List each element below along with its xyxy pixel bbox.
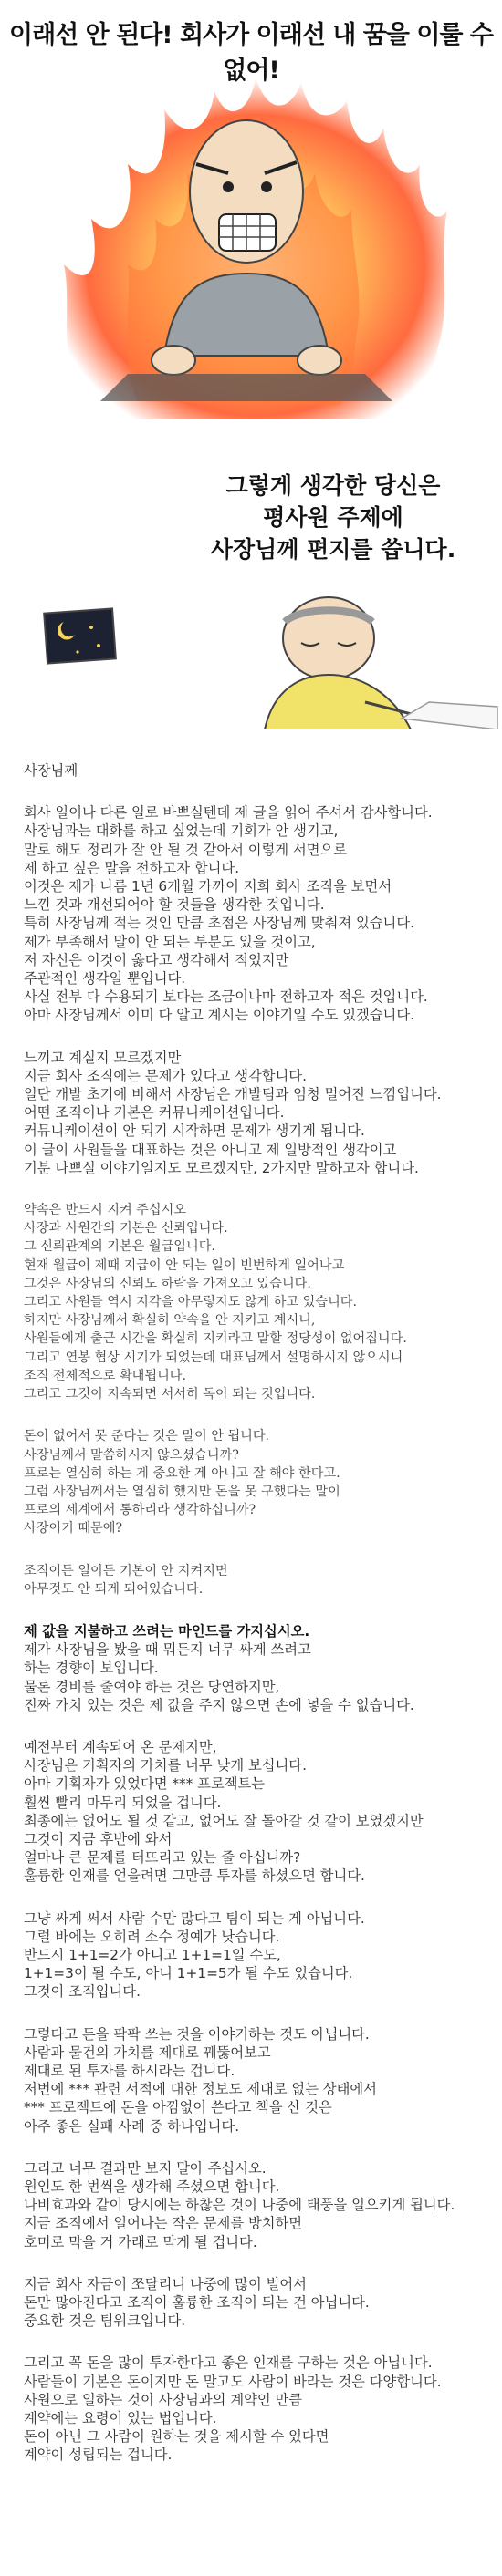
headline-text: 이래선 안 된다! 회사가 이래선 내 꿈을 이룰 수 없어! [9, 21, 493, 85]
letter-line: 아마 사장님께서 이미 다 알고 계시는 이야기일 수도 있겠습니다. [24, 1007, 414, 1024]
letter-line: 진짜 가치 있는 것은 제 값을 주지 않으면 손에 넣을 수 없습니다. [24, 1696, 414, 1713]
angry-man-illustration [0, 55, 502, 438]
letter-line: 중요한 것은 팀워크입니다. [24, 2312, 186, 2330]
letter-line: 사실 전부 다 수용되기 보다는 조금이나마 전하고자 적은 것입니다. [24, 988, 428, 1006]
caption-line: 평사원 주제에 [263, 504, 403, 531]
letter-line: 느끼고 계실지 모르겠지만 [24, 1049, 182, 1066]
letter-line: 사원들에게 출근 시간을 확실히 지키라고 말할 정당성이 없어집니다. [24, 1331, 407, 1347]
letter-paragraphs [24, 803, 498, 2464]
letter-paragraph [24, 1049, 498, 1177]
letter-line: 사장이기 때문에? [24, 1521, 123, 1536]
letter-line: 그것은 사장님의 신뢰도 하락을 가져오고 있습니다. [24, 1276, 311, 1291]
letter-line: 사장님과는 대화를 하고 싶었는데 기회가 안 생기고, [24, 822, 339, 840]
caption-line: 그렇게 생각한 당신은 [225, 472, 441, 499]
letter-line: 돈이 아닌 그 사람이 원하는 것을 제시할 수 있다면 [24, 2428, 329, 2446]
letter-paragraph [24, 1562, 498, 1598]
letter-paragraph [24, 2025, 498, 2136]
letter-line: 저 자신은 이것이 옳다고 생각해서 적었지만 [24, 951, 289, 968]
night-window [44, 608, 116, 663]
letter-line: 훨씬 빨리 마무리 되었을 겁니다. [24, 1794, 222, 1811]
letter-line: 현재 월급이 제때 지급이 안 되는 일이 빈번하게 일어나고 [24, 1257, 345, 1273]
letter-line: 제대로 된 투자를 하시라는 겁니다. [24, 2062, 235, 2079]
letter-paragraph [24, 803, 498, 1024]
letter-line: 프로는 열심히 하는 게 중요한 게 아니고 잘 해야 한다고. [24, 1465, 340, 1481]
letter-body [24, 761, 498, 2488]
letter-paragraph [24, 1427, 498, 1537]
letter-line: 그럴 바에는 오히려 소수 정예가 낫습니다. [24, 1928, 280, 1945]
letter-greeting-block [24, 761, 498, 780]
letter-line: 아무것도 안 되게 되어있습니다. [24, 1581, 204, 1597]
letter-line: 그냥 싸게 써서 사람 수만 많다고 팀이 되는 게 아닙니다. [24, 1909, 365, 1927]
letter-line: 특히 사장님께 적는 것인 만큼 초점은 사장님께 맞춰져 있습니다. [24, 915, 414, 932]
man-writing-figure [265, 597, 497, 729]
letter-line: 지금 회사 자금이 쪼달리니 나중에 많이 벌어서 [24, 2275, 307, 2292]
letter-line: 최종에는 없어도 될 것 같고, 없어도 잘 돌아갈 것 같이 보였겠지만 [24, 1812, 424, 1829]
letter-paragraph [24, 2159, 498, 2251]
letter-line: 제 하고 싶은 말을 전하고자 합니다. [24, 859, 240, 876]
letter-line: 그렇다고 돈을 팍팍 쓰는 것을 이야기하는 것도 아닙니다. [24, 2025, 370, 2043]
letter-line: 제가 사장님을 봤을 때 뭐든지 너무 싸게 쓰려고 [24, 1641, 311, 1659]
letter-line: 사장과 사원간의 기본은 신뢰입니다. [24, 1221, 228, 1236]
letter-line: 이 글이 사원들을 대표하는 것은 아니고 제 일방적인 생각이고 [24, 1141, 397, 1158]
letter-line: *** 프로젝트에 돈을 아낌없이 쓴다고 책을 산 것은 [24, 2099, 332, 2116]
letter-line: 그것이 지금 후반에 와서 [24, 1830, 173, 1847]
letter-line: 그리고 그것이 지속되면 서서히 독이 되는 것입니다. [24, 1387, 316, 1402]
caption-line: 사장님께 편지를 씁니다. [210, 536, 456, 563]
letter-line: 어떤 조직이나 기본은 커뮤니케이션입니다. [24, 1104, 285, 1122]
letter-line: 계약이 성립되는 겁니다. [24, 2447, 173, 2464]
letter-line: 물론 경비를 줄여야 하는 것은 당연하지만, [24, 1678, 280, 1695]
letter-line: 돈만 많아진다고 조직이 훌륭한 조직이 되는 건 아닙니다. [24, 2294, 370, 2312]
letter-line: 아주 좋은 실패 사례 중 하나입니다. [24, 2117, 240, 2135]
letter-line: 일단 개발 초기에 비해서 사장님은 개발팀과 엄청 멀어진 느낌입니다. [24, 1086, 442, 1103]
letter-line: 커뮤니케이션이 안 되기 시작하면 문제가 생기게 됩니다. [24, 1122, 365, 1140]
letter-line: 원인도 한 번씩을 생각해 주셨으면 합니다. [24, 2178, 280, 2195]
letter-line: 저번에 *** 관련 서적에 대한 정보도 제대로 없는 상태에서 [24, 2081, 377, 2098]
letter-line: 얼마나 큰 문제를 터뜨리고 있는 줄 아십니까? [24, 1849, 301, 1867]
letter-line: 사원으로 일하는 것이 사장님과의 계약인 만큼 [24, 2391, 303, 2408]
letter-line: 회사 일이나 다른 일로 바쁘실텐데 제 글을 읽어 주셔서 감사합니다. [24, 804, 433, 822]
letter-line: 사람들이 기본은 돈이지만 돈 말고도 사람이 바라는 것은 다양합니다. [24, 2373, 442, 2390]
letter-line: 조직이든 일이든 기본이 안 지켜지면 [24, 1563, 228, 1578]
letter-greeting: 사장님께 [24, 762, 78, 779]
letter-line: 주관적인 생각일 뿐입니다. [24, 970, 186, 988]
letter-line: 이것은 제가 나름 1년 6개월 가까이 저희 회사 조직을 보면서 [24, 878, 392, 895]
letter-line: 그리고 너무 결과만 보지 말아 주십시오. [24, 2159, 267, 2177]
letter-line: 사장님께서 말씀하시지 않으셨습니까? [24, 1447, 239, 1463]
letter-paragraph [24, 2354, 498, 2464]
letter-line: 그리고 사원들 역시 지각을 아무렇지도 않게 하고 있습니다. [24, 1295, 358, 1310]
letter-line: 그리고 연봉 협상 시기가 되었는데 대표님께서 설명하시지 않으시니 [24, 1350, 403, 1365]
letter-line: 호미로 막을 거 가래로 막게 될 겁니다. [24, 2233, 257, 2250]
letter-line: 1+1=3이 될 수도, 아니 1+1=5가 될 수도 있습니다. [24, 1965, 353, 1982]
letter-line: 제가 부족해서 말이 안 되는 부분도 있을 것이고, [24, 933, 316, 950]
letter-line: 기분 나쁘실 이야기일지도 모르겠지만, 2가지만 말하고자 합니다. [24, 1159, 419, 1176]
narration-caption [173, 470, 493, 565]
letter-line: 하지만 사장님께서 확실히 약속을 안 지키고 계시니, [24, 1313, 316, 1329]
letter-line: 그것이 조직입니다. [24, 1983, 141, 2001]
letter-line: 훌륭한 인재를 얻을려면 그만큼 투자를 하셨으면 합니다. [24, 1867, 365, 1885]
letter-line: 사람과 물건의 가치를 제대로 꿰뚫어보고 [24, 2043, 271, 2061]
letter-paragraph [24, 1909, 498, 2002]
letter-line: 돈이 없어서 못 준다는 것은 말이 안 됩니다. [24, 1429, 270, 1444]
letter-line: 그 신뢰관계의 기본은 월급입니다. [24, 1239, 215, 1255]
letter-line: 그리고 꼭 돈을 많이 투자한다고 좋은 인재를 구하는 것은 아닙니다. [24, 2354, 433, 2372]
letter-line: 그럼 사장님께서는 열심히 했지만 돈을 못 구했다는 말이 [24, 1484, 340, 1499]
letter-paragraph [24, 1738, 498, 1886]
letter-line: 예전부터 계속되어 온 문제지만, [24, 1738, 217, 1755]
letter-line: 사장님은 기획자의 가치를 너무 낮게 보십니다. [24, 1757, 307, 1774]
letter-paragraph [24, 1622, 498, 1714]
letter-line: 하는 경향이 보입니다. [24, 1660, 159, 1677]
letter-line: 지금 조직에서 일어나는 작은 문제를 방치하면 [24, 2215, 303, 2232]
letter-line: 반드시 1+1=2가 아니고 1+1=1일 수도, [24, 1946, 281, 1963]
letter-line: 말로 해도 정리가 잘 안 될 것 같아서 이렇게 서면으로 [24, 841, 348, 858]
letter-line: 제 값을 지불하고 쓰려는 마인드를 가지십시오. [24, 1622, 310, 1640]
letter-paragraph [24, 1201, 498, 1403]
letter-paragraph [24, 2275, 498, 2331]
letter-line: 나비효과와 같이 당시에는 하찮은 것이 나중에 태풍을 일으키게 됩니다. [24, 2197, 455, 2214]
letter-line: 아마 기획자가 있었다면 *** 프로젝트는 [24, 1775, 266, 1793]
letter-line: 프로의 세계에서 통하리라 생각하십니까? [24, 1503, 256, 1518]
letter-line: 지금 회사 조직에는 문제가 있다고 생각합니다. [24, 1067, 307, 1084]
letter-line: 조직 전체적으로 확대됩니다. [24, 1368, 186, 1383]
letter-line: 계약에는 요령이 있는 법입니다. [24, 2410, 217, 2427]
letter-line: 느낀 것과 개선되어야 할 것들을 생각한 것입니다. [24, 896, 325, 914]
letter-line: 약속은 반드시 지켜 주십시오 [24, 1203, 186, 1218]
